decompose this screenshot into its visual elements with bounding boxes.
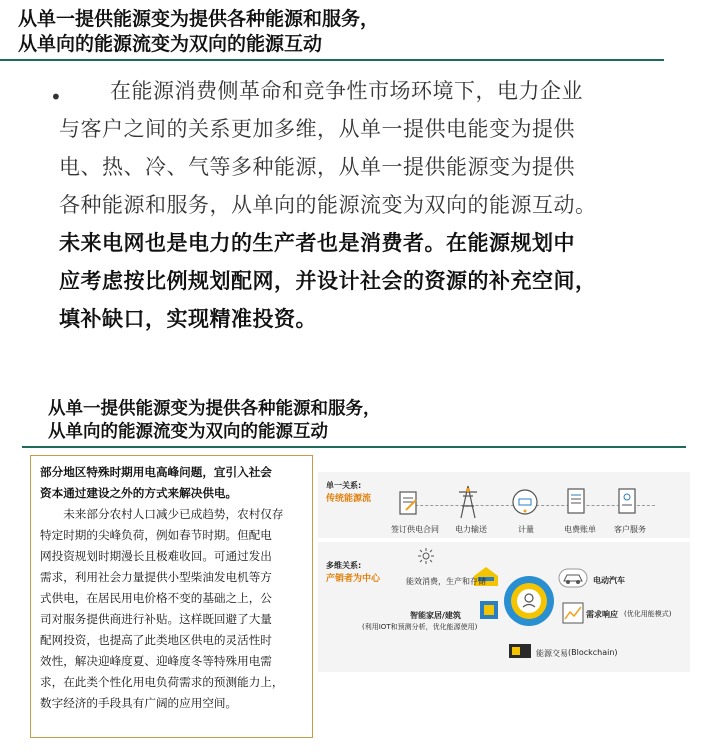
node-label: 能效消费，生产和存储: [406, 577, 486, 586]
textbox-line: 司对服务提供商进行补贴。这样既回避了大量: [40, 612, 272, 626]
textbox-line: 效性，解决迎峰度夏、迎峰度冬等特殊用电需: [40, 654, 272, 668]
single-relation-subtitle: 传统能源流: [326, 494, 372, 504]
node-sublabel: (优化用能模式): [624, 610, 672, 618]
step-label: 电费账单: [564, 525, 596, 534]
electric-car-icon: [558, 568, 588, 588]
step-label: 客户服务: [614, 525, 646, 534]
textbox-bold-line: 资本通过建设之外的方式来解决供电。: [40, 486, 238, 500]
textbox-line: 式供电，在居民用电价格不变的基础之上，公: [40, 591, 272, 605]
multi-relation-subtitle: 产销者为中心: [326, 574, 381, 584]
node-label: 能源交易: [536, 649, 568, 658]
energy-trading-icon: [508, 642, 532, 660]
node-sublabel: (Blockchain): [568, 648, 618, 657]
node-sublabel: (利用IOT和预测分析，优化能源使用): [362, 623, 478, 631]
textbox-bold-line: 部分地区特殊时期用电高峰问题，宜引入社会: [40, 465, 272, 479]
energy-relationship-diagram: [318, 472, 690, 672]
node-label: 智能家居/建筑: [410, 611, 461, 620]
step-label: 计量: [518, 525, 534, 534]
bullet-marker: •: [50, 85, 62, 109]
bill-icon: [563, 486, 589, 520]
sun-icon: [418, 548, 434, 564]
page-title-line-1: 从单一提供能源变为提供各种能源和服务，: [18, 8, 380, 30]
meter-icon: [510, 487, 540, 517]
section-title-line-2: 从单向的能源流变为双向的能源互动: [48, 422, 328, 442]
para-bold-line: 填补缺口，实现精准投资。: [59, 307, 317, 331]
transmission-tower-icon: [455, 484, 481, 520]
para-bold-line: 未来电网也是电力的生产者也是消费者。在能源规划中: [59, 231, 575, 255]
section-underline: [22, 446, 686, 448]
para-line: 电、热、冷、气等多种能源，从单一提供能源变为提供: [59, 155, 575, 179]
multi-relation-title: 多维关系:: [326, 561, 362, 570]
node-label: 需求响应: [586, 610, 618, 619]
diagram-divider: [318, 538, 690, 542]
node-label: 电动汽车: [593, 576, 625, 585]
para-bold-line: 应考虑按比例规划配网，并设计社会的资源的补充空间，: [59, 269, 597, 293]
para-line: 各种能源和服务，从单向的能源流变为双向的能源互动。: [59, 193, 597, 217]
textbox-line: 配网投资，也提高了此类地区供电的灵活性时: [40, 633, 272, 647]
prosumer-center-icon: [502, 574, 556, 628]
para-line: 与客户之间的关系更加多维，从单一提供电能变为提供: [59, 117, 575, 141]
single-relation-title: 单一关系:: [326, 481, 362, 490]
title-underline: [0, 59, 664, 61]
textbox-line: 求，在此类个性化用电负荷需求的预测能力上，: [40, 675, 284, 689]
textbox-line: 特定时期的尖峰负荷，例如春节时期。但配电: [40, 528, 272, 542]
section-title-line-1: 从单一提供能源变为提供各种能源和服务，: [48, 399, 381, 419]
para-line: 在能源消费侧革命和竞争性市场环境下，电力企业: [110, 79, 583, 103]
textbox-line: 网投资规划时期漫长且极难收回。可通过发出: [40, 549, 272, 563]
demand-response-icon: [562, 602, 584, 624]
textbox-line: 需求，利用社会力量提供小型柴油发电机等方: [40, 570, 272, 584]
page-title-line-2: 从单向的能源流变为双向的能源互动: [18, 33, 323, 55]
main-paragraph: [59, 72, 669, 338]
contract-icon: [394, 488, 424, 520]
smart-building-icon: [478, 599, 500, 621]
textbox-line: 未来部分农村人口减少已成趋势，农村仅存: [40, 507, 284, 521]
textbox-line: 数字经济的手段具有广阔的应用空间。: [40, 696, 238, 710]
customer-service-icon: [614, 486, 640, 520]
step-label: 签订供电合同: [391, 525, 439, 534]
case-textbox: [30, 455, 313, 738]
step-label: 电力输送: [455, 525, 487, 534]
